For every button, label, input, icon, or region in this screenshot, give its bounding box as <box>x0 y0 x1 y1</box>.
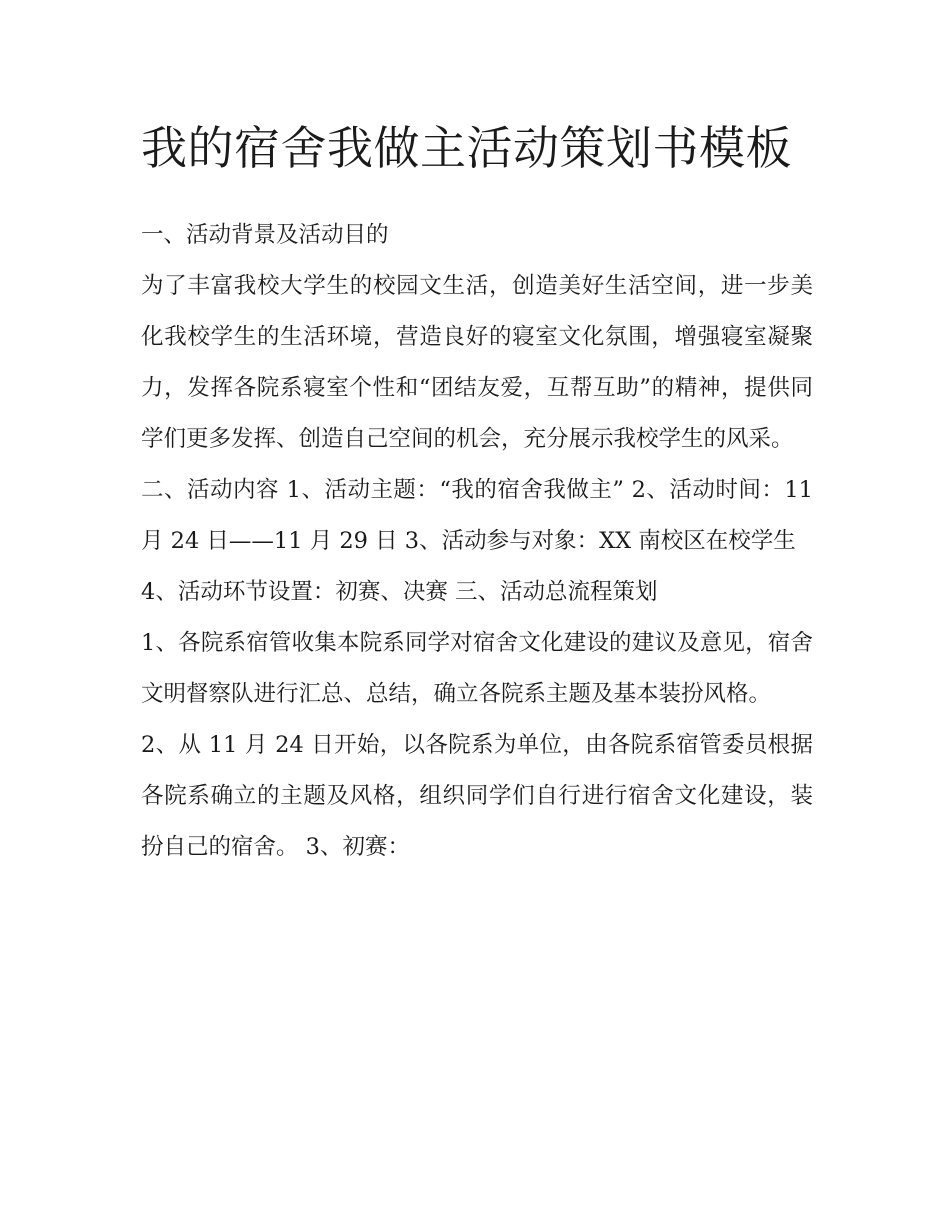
paragraph-process-step-2: 2、从 11 月 24 日开始，以各院系为单位，由各院系宿管委员根据各院系确立的主题及风格，组织同学们自行进行宿舍文化建设，装扮自己的宿舍。 3、初赛： <box>141 732 813 860</box>
paragraph-background-purpose: 为了丰富我校大学生的校园文生活，创造美好生活空间，进一步美化我校学生的生活环境，营造良好的寝室文化氛围，增强寝室凝聚力，发挥各院系寝室个性和“团结友爱，互帮互助”的精神，提供同学们更多发挥、创造自己空间的机会，充分展示我校学生的风采。 <box>141 273 813 452</box>
paragraph-activity-stages: 4、活动环节设置：初赛、决赛 三、活动总流程策划 <box>141 579 658 605</box>
paragraph-activity-content: 二、活动内容 1、活动主题：“我的宿舍我做主” 2、活动时间：11 月 24 日——11 月 29 日 3、活动参与对象：XX 南校区在校学生 <box>141 477 813 554</box>
section-heading-background: 一、活动背景及活动目的 <box>141 222 389 248</box>
document-title: 我的宿舍我做主活动策划书模板 <box>141 121 792 175</box>
document-body <box>141 210 813 873</box>
document-content <box>141 112 813 873</box>
paragraph-process-step-1: 1、各院系宿管收集本院系同学对宿舍文化建设的建议及意见，宿舍文明督察队进行汇总、总结，确立各院系主题及基本装扮风格。 <box>141 630 813 707</box>
